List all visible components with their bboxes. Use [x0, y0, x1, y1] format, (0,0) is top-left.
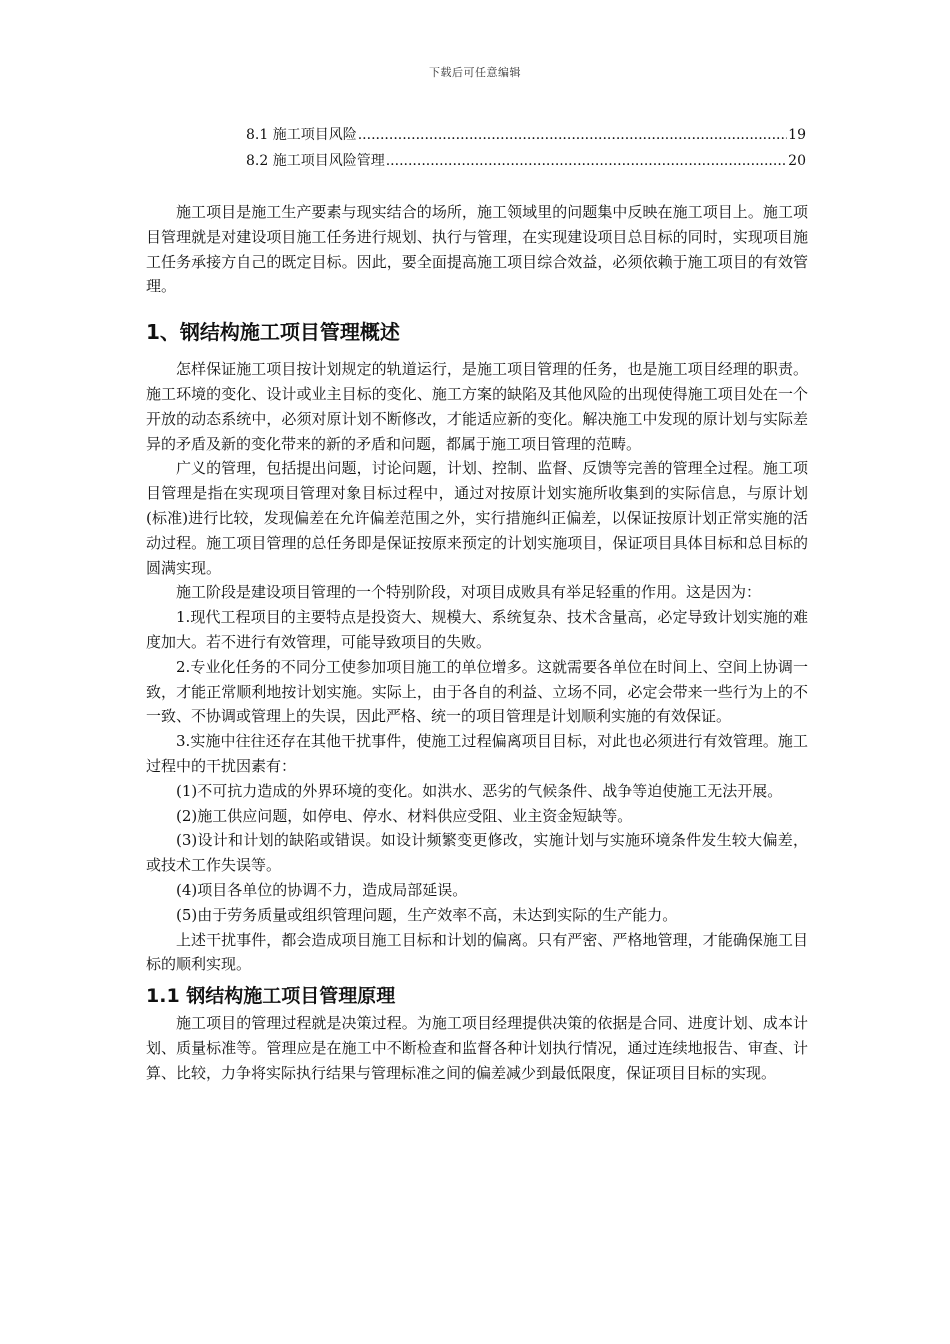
list-item: 1.现代工程项目的主要特点是投资大、规模大、系统复杂、技术含量高，必定导致计划实施的难度加大。若不进行有效管理，可能导致项目的失败。: [146, 608, 808, 651]
list-item: (3)设计和计划的缺陷或错误。如设计频繁变更修改，实施计划与实施环境条件发生较大偏差，或技术工作失误等。: [146, 831, 808, 875]
toc-entry-page: 19: [788, 127, 806, 143]
body-paragraph: 施工阶段是建设项目管理的一个特别阶段，对项目成败具有举足轻重的作用。这是因为：: [176, 583, 762, 602]
list-item: (5)由于劳务质量或组织管理问题，生产效率不高，未达到实际的生产能力。: [176, 905, 678, 924]
list-item: 3.实施中往往还存在其他干扰事件，使施工过程偏离项目目标，对此也必须进行有效管理。施工过程中的干扰因素有：: [146, 732, 808, 775]
list-item: 2.专业化任务的不同分工使参加项目施工的单位增多。这就需要各单位在时间上、空间上协调一致，才能正常顺利地按计划实施。实际上，由于各自的利益、立场不同，必定会带来一些行为上的不一致、不协调或管理上的失误，因此严格、统一的项目管理是计划顺利实施的有效保证。: [146, 657, 808, 726]
list-item: (4)项目各单位的协调不力，造成局部延误。: [176, 880, 468, 899]
body-paragraph: 上述干扰事件，都会造成项目施工目标和计划的偏离。只有严密、严格地管理，才能确保施工目标的顺利实现。: [146, 930, 808, 974]
toc-leader-dots: [358, 127, 787, 143]
body-paragraph: 广义的管理，包括提出问题，讨论问题，计划、控制、监督、反馈等完善的管理全过程。施工项目管理是指在实现项目管理对象目标过程中，通过对按原计划实施所收集到的实际信息，与原计划(标准)进行比较，发现偏差在允许偏差范围之外，实行措施纠正偏差，以保证按原计划正常实施的活动过程。施工项目管理的总任务即是保证按原来预定的计划实施项目，保证项目具体目标和总目标的圆满实现。: [146, 459, 808, 577]
toc-entry-page: 20: [788, 153, 806, 169]
list-item: (1)不可抗力造成的外界环境的变化。如洪水、恶劣的气候条件、战争等迫使施工无法开展。: [176, 781, 783, 800]
table-of-contents: [246, 124, 806, 176]
toc-entry-label: 8.2 施工项目风险管理: [246, 153, 385, 169]
toc-entry-label: 8.1 施工项目风险: [246, 127, 357, 143]
subsection-heading: 1.1 钢结构施工项目管理原理: [146, 985, 396, 1008]
toc-entry[interactable]: [246, 150, 806, 176]
toc-leader-dots: [386, 153, 787, 169]
intro-paragraph: 施工项目是施工生产要素与现实结合的场所，施工领域里的问题集中反映在施工项目上。施工项目管理就是对建设项目施工任务进行规划、执行与管理，在实现建设项目总目标的同时，实现项目施工任务承接方自己的既定目标。因此，要全面提高施工项目综合效益，必须依赖于施工项目的有效管理。: [146, 203, 808, 296]
page-header: 下载后可任意编辑: [429, 66, 521, 79]
body-paragraph: 施工项目的管理过程就是决策过程。为施工项目经理提供决策的依据是合同、进度计划、成本计划、质量标准等。管理应是在施工中不断检查和监督各种计划执行情况，通过连续地报告、审查、计算、比较，力争将实际执行结果与管理标准之间的偏差减少到最低限度，保证项目目标的实现。: [146, 1014, 808, 1082]
section-heading: 1、钢结构施工项目管理概述: [146, 320, 400, 345]
body-paragraph: 怎样保证施工项目按计划规定的轨道运行，是施工项目管理的任务，也是施工项目经理的职责。施工环境的变化、设计或业主目标的变化、施工方案的缺陷及其他风险的出现使得施工项目处在一个开放的动态系统中，必须对原计划不断修改，才能适应新的变化。解决施工中发现的原计划与实际差异的矛盾及新的变化带来的新的矛盾和问题，都属于施工项目管理的范畴。: [146, 360, 808, 453]
document-body: [146, 200, 808, 1086]
list-item: (2)施工供应问题，如停电、停水、材料供应受阻、业主资金短缺等。: [176, 806, 633, 825]
toc-entry[interactable]: [246, 124, 806, 150]
